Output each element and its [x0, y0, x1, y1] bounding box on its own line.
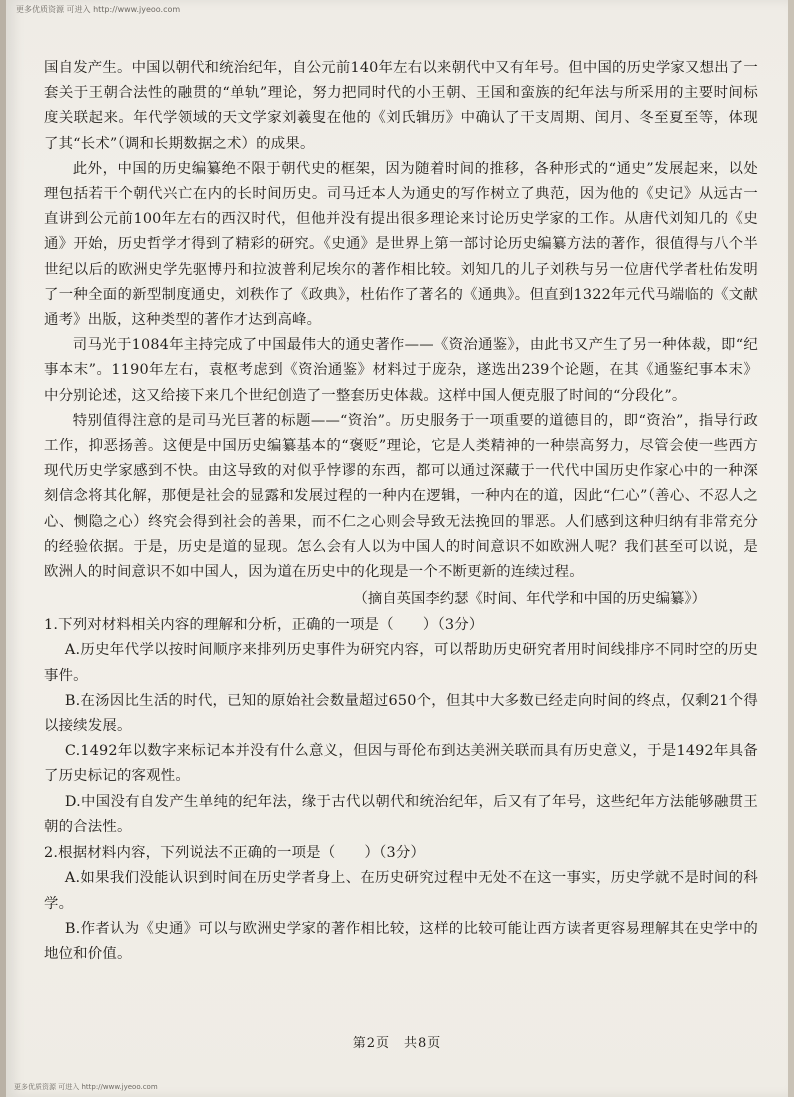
exam-page	[6, 0, 788, 1097]
page-content	[44, 56, 758, 967]
question-1-option-d: D.中国没有自发产生单纯的纪年法，缘于古代以朝代和统治纪年，后又有了年号，这些纪年方法能够融贯王朝的合法性。	[44, 793, 758, 835]
question-1-stem: 1.下列对材料相关内容的理解和分析，正确的一项是（ ）（3分）	[44, 617, 484, 634]
question-2-stem: 2.根据材料内容，下列说法不正确的一项是（ ）（3分）	[44, 845, 426, 862]
question-1-option-a: A.历史年代学以按时间顺序来排列历史事件为研究内容，可以帮助历史研究者用时间线排序不同时空的历史事件。	[44, 642, 758, 684]
passage-paragraph-1: 国自发产生。中国以朝代和统治纪年，自公元前140年左右以来朝代中又有年号。但中国的历史学家又想出了一套关于王朝合法性的融贯的“单轨”理论，努力把同时代的小王朝、王国和蛮族的纪年法与所采用的主要时间标度关联起来。年代学领域的天文学家刘羲叟在他的《刘氏辑历》中确认了干支周期、闰月、冬至夏至等，体现了其“长术”（调和长期数据之术）的成果。	[44, 60, 758, 152]
footer-watermark-note: 更多优质资源 可进入 http://www.jyeoo.com	[14, 1083, 158, 1091]
question-2-option-a: A.如果我们没能认识到时间在历史学者身上、在历史研究过程中无处不在这一事实，历史学就不是时间的科学。	[44, 870, 758, 912]
right-edge	[788, 0, 794, 1097]
question-1-option-c: C.1492年以数字来标记本并没有什么意义，但因与哥伦布到达美洲关联而具有历史意义，于是1492年具备了历史标记的客观性。	[44, 743, 758, 785]
passage-paragraph-3: 司马光于1084年主持完成了中国最伟大的通史著作——《资治通鉴》，由此书又产生了另一种体裁，即“纪事本末”。1190年左右，袁枢考虑到《资治通鉴》材料过于庞杂，遂选出239个论题，在其《通鉴纪事本末》中分别论述，这又给接下来几个世纪创造了一整套历史体裁。这样中国人便克服了时间的“分段化”。	[44, 337, 758, 404]
passage-paragraph-2: 此外，中国的历史编纂绝不限于朝代史的框架，因为随着时间的推移，各种形式的“通史”发展起来，以处理包括若干个朝代兴亡在内的长时间历史。司马迁本人为通史的写作树立了典范，因为他的《史记》从远古一直讲到公元前100年左右的西汉时代，但他并没有提出很多理论来讨论历史学家的工作。从唐代刘知几的《史通》开始，历史哲学才得到了精彩的研究。《史通》是世界上第一部讨论历史编纂方法的著作，很值得与八个半世纪以后的欧洲史学先驱博丹和拉波普利尼埃尔的著作相比较。刘知几的儿子刘秩与另一位唐代学者杜佑发明了一种全面的新型制度通史，刘秩作了《政典》，杜佑作了著名的《通典》。但直到1322年元代马端临的《文献通考》出版，这种类型的著作才达到高峰。	[44, 160, 758, 329]
question-1-option-b: B.在汤因比生活的时代，已知的原始社会数量超过650个，但其中大多数已经走向时间的终点，仅剩21个得以接续发展。	[44, 692, 758, 735]
header-watermark-note: 更多优质资源 可进入 http://www.jyeoo.com	[16, 5, 181, 14]
question-2-option-b: B.作者认为《史通》可以与欧洲史学家的著作相比较，这样的比较可能让西方读者更容易理解其在史学中的地位和价值。	[44, 920, 758, 962]
passage-source: （摘自英国李约瑟《时间、年代学和中国的历史编纂》）	[353, 591, 706, 608]
passage-paragraph-4: 特别值得注意的是司马光巨著的标题——“资治”。历史服务于一项重要的道德目的，即“资治”，指导行政工作，抑恶扬善。这便是中国历史编纂基本的“褒贬”理论，它是人类精神的一种崇高努力，尽管会使一些西方现代历史学家感到不快。由这导致的对似乎悖谬的东西，都可以通过深藏于一代代中国历史作家心中的一种深刻信念将其化解，那便是社会的显露和发展过程的一种内在逻辑，一种内在的道，因此“仁心”（善心、不忍人之心、恻隐之心）终究会得到社会的善果，而不仁之心则会导致无法挽回的罪恶。人们感到这种归纳有非常充分的经验依据。于是，历史是道的显现。怎么会有人以为中国人的时间意识不如欧洲人呢？我们甚至可以说，是欧洲人的时间意识不如中国人，因为道在历史中的化现是一个不断更新的连续过程。	[44, 412, 758, 581]
page-number: 第2页 共8页	[352, 1036, 442, 1051]
